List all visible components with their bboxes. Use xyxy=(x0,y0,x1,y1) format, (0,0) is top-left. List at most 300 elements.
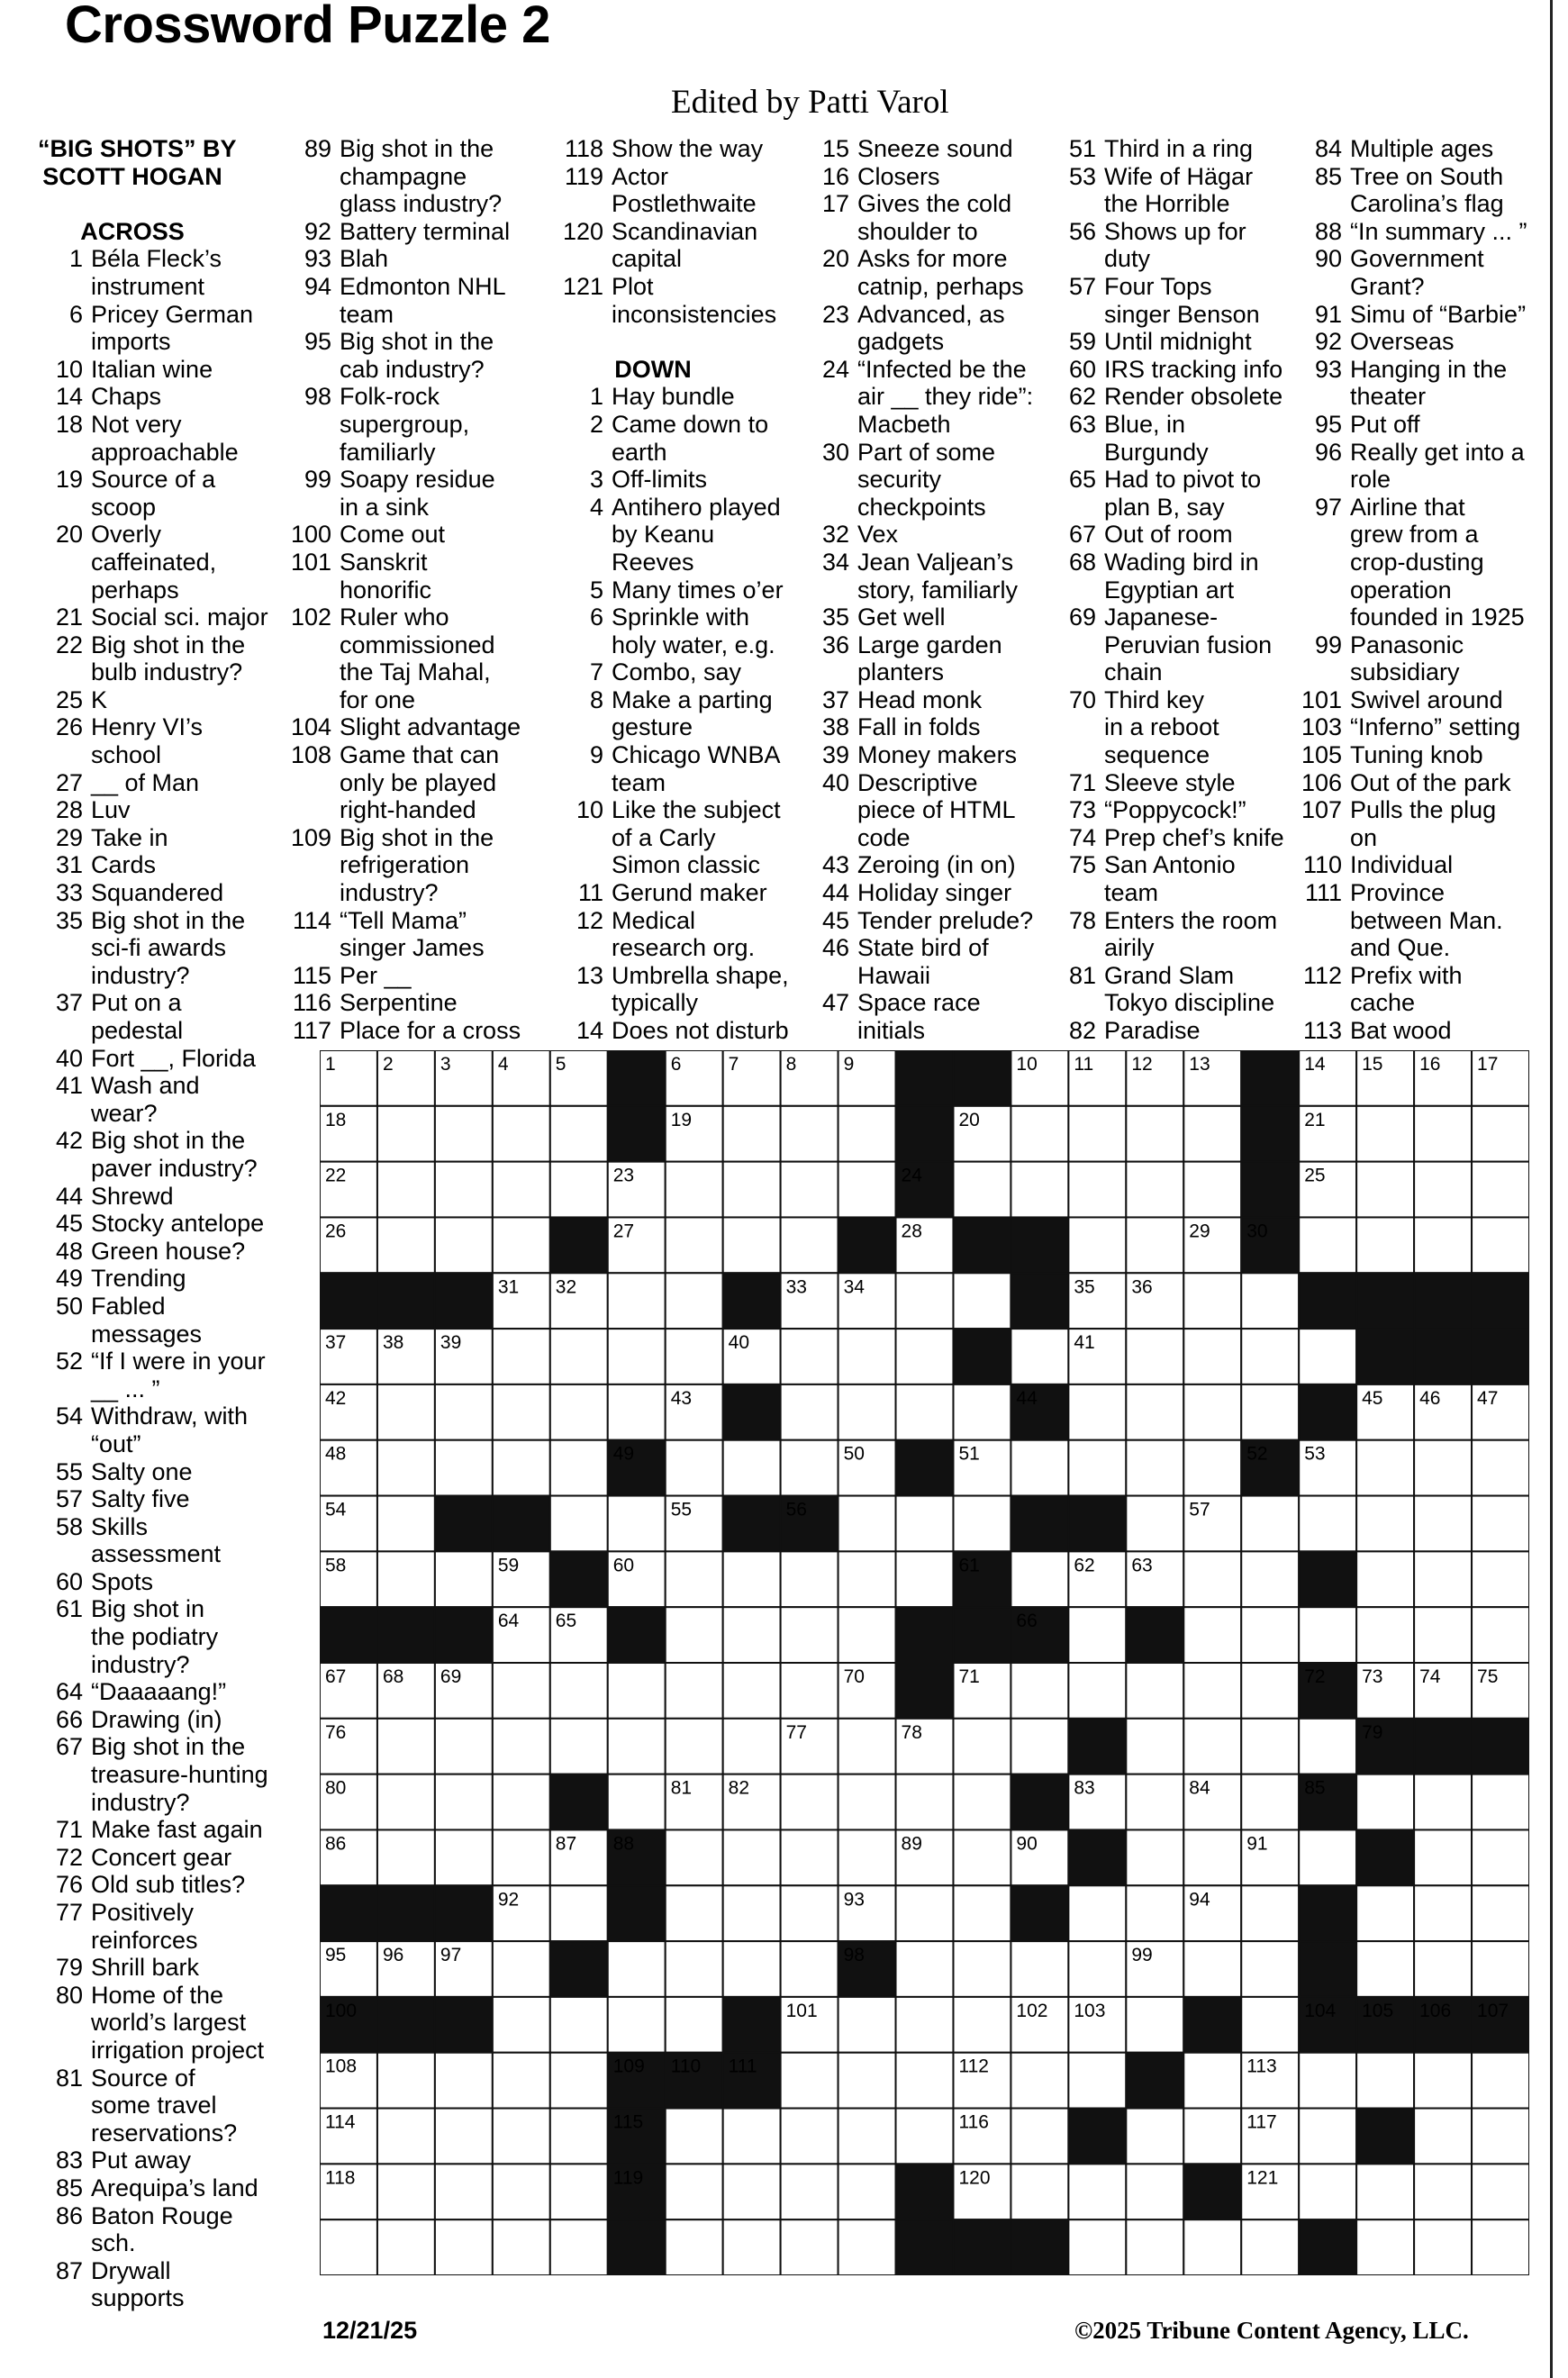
grid-cell[interactable] xyxy=(1299,2109,1356,2165)
grid-cell[interactable] xyxy=(1068,1663,1126,1719)
grid-cell[interactable] xyxy=(953,1384,1011,1440)
clue-text: Combo, say xyxy=(612,658,742,686)
grid-cell[interactable] xyxy=(1299,2053,1356,2109)
grid-cell[interactable] xyxy=(377,2109,435,2165)
grid-cell[interactable] xyxy=(1356,1496,1414,1552)
grid-cell[interactable] xyxy=(666,1663,723,1719)
grid-cell[interactable] xyxy=(377,2164,435,2219)
grid-block xyxy=(435,1885,493,1941)
grid-cell[interactable] xyxy=(723,1440,781,1496)
clue-line xyxy=(1051,741,1284,769)
grid-cell[interactable] xyxy=(1068,1106,1126,1162)
grid-cell[interactable] xyxy=(377,1829,435,1885)
grid-cell[interactable] xyxy=(1126,1162,1183,1218)
clue-text: IRS tracking info xyxy=(1104,355,1283,383)
grid-cell[interactable] xyxy=(838,1162,896,1218)
grid-cell[interactable] xyxy=(550,2053,608,2109)
grid-cell[interactable] xyxy=(781,1551,838,1607)
grid-cell[interactable] xyxy=(1241,1329,1299,1384)
grid-cell[interactable] xyxy=(781,1162,838,1218)
clue-line xyxy=(38,934,312,962)
grid-cell[interactable] xyxy=(1183,1607,1241,1663)
grid-cell[interactable] xyxy=(896,2053,954,2109)
grid-cell[interactable] xyxy=(1356,2219,1414,2275)
grid-cell[interactable] xyxy=(377,2053,435,2109)
grid-cell[interactable] xyxy=(1183,1329,1241,1384)
grid-cell[interactable] xyxy=(1472,1941,1529,1997)
grid-cell[interactable] xyxy=(1126,1329,1183,1384)
grid-cell[interactable] xyxy=(493,1663,550,1719)
grid-cell[interactable] xyxy=(1183,1106,1241,1162)
grid-cell[interactable] xyxy=(723,2164,781,2219)
grid-cell[interactable] xyxy=(1011,1941,1068,1997)
grid-cell[interactable] xyxy=(1183,1384,1241,1440)
grid-cell[interactable] xyxy=(377,1719,435,1774)
grid-cell[interactable] xyxy=(781,2053,838,2109)
grid-cell[interactable] xyxy=(723,1551,781,1607)
grid-cell[interactable] xyxy=(1011,1162,1068,1218)
grid-cell[interactable] xyxy=(1414,1496,1472,1552)
grid-cell[interactable] xyxy=(953,1997,1011,2053)
grid-cell[interactable] xyxy=(1183,2219,1241,2275)
grid-cell[interactable] xyxy=(781,2109,838,2165)
clue-number xyxy=(1297,466,1350,494)
grid-cell[interactable] xyxy=(838,1997,896,2053)
grid-cell[interactable] xyxy=(1414,1829,1472,1885)
grid-cell[interactable] xyxy=(435,1551,493,1607)
grid-cell[interactable] xyxy=(435,1774,493,1830)
grid-cell[interactable] xyxy=(1183,1551,1241,1607)
grid-cell[interactable] xyxy=(1472,1496,1529,1552)
grid-cell[interactable] xyxy=(1299,1719,1356,1774)
grid-cell[interactable] xyxy=(1126,1829,1183,1885)
grid-cell[interactable] xyxy=(666,1273,723,1329)
grid-cell[interactable] xyxy=(1241,1774,1299,1830)
grid-cell[interactable] xyxy=(666,1217,723,1273)
grid-cell[interactable] xyxy=(435,2109,493,2165)
grid-cell[interactable] xyxy=(1472,1607,1529,1663)
grid-cell[interactable] xyxy=(781,1829,838,1885)
grid-cell[interactable] xyxy=(838,1106,896,1162)
grid-cell[interactable] xyxy=(1011,2164,1068,2219)
grid-cell[interactable] xyxy=(666,2164,723,2219)
grid-cell[interactable] xyxy=(838,2164,896,2219)
grid-cell[interactable] xyxy=(1356,1162,1414,1218)
grid-cell[interactable] xyxy=(435,2164,493,2219)
grid-cell[interactable] xyxy=(723,1663,781,1719)
grid-cell[interactable] xyxy=(666,1997,723,2053)
grid-cell[interactable] xyxy=(666,1719,723,1774)
grid-cell[interactable] xyxy=(838,1829,896,1885)
grid-cell[interactable] xyxy=(1183,1273,1241,1329)
grid-cell[interactable] xyxy=(666,1162,723,1218)
grid-cell[interactable] xyxy=(896,1329,954,1384)
grid-cell[interactable] xyxy=(1472,1162,1529,1218)
grid-cell[interactable] xyxy=(608,1384,666,1440)
grid-cell[interactable] xyxy=(493,1440,550,1496)
grid-cell[interactable] xyxy=(1068,1607,1126,1663)
grid-cell[interactable] xyxy=(1068,1440,1126,1496)
grid-cell[interactable] xyxy=(1241,1273,1299,1329)
grid-cell[interactable] xyxy=(1356,2164,1414,2219)
grid-cell[interactable] xyxy=(838,1551,896,1607)
grid-cell[interactable] xyxy=(666,1607,723,1663)
grid-cell[interactable] xyxy=(1472,1440,1529,1496)
clue-text: Does not disturb xyxy=(612,1017,789,1044)
grid-cell[interactable] xyxy=(838,2219,896,2275)
grid-cell[interactable] xyxy=(1126,1774,1183,1830)
grid-cell[interactable] xyxy=(493,1719,550,1774)
grid-cell[interactable] xyxy=(1068,1162,1126,1218)
grid-cell[interactable] xyxy=(1068,1384,1126,1440)
cell-number: 95 xyxy=(325,1945,347,1966)
grid-cell[interactable] xyxy=(838,1329,896,1384)
grid-cell[interactable] xyxy=(1068,2053,1126,2109)
grid-cell[interactable] xyxy=(493,1941,550,1997)
grid-cell[interactable] xyxy=(435,1829,493,1885)
clue-line xyxy=(1051,273,1284,301)
grid-cell[interactable] xyxy=(896,1551,954,1607)
grid-cell[interactable] xyxy=(723,1829,781,1885)
grid-cell[interactable] xyxy=(723,1607,781,1663)
grid-cell[interactable] xyxy=(493,1329,550,1384)
grid-cell[interactable] xyxy=(435,2219,493,2275)
grid-cell[interactable] xyxy=(1241,1719,1299,1774)
clue-text: air __ they ride”: xyxy=(857,383,1034,411)
grid-cell[interactable] xyxy=(550,2164,608,2219)
clue-number: 87 xyxy=(55,2256,83,2284)
grid-cell[interactable] xyxy=(377,1496,435,1552)
grid-cell[interactable] xyxy=(320,2219,377,2275)
grid-cell[interactable] xyxy=(781,1663,838,1719)
clue-number: 67 xyxy=(1068,521,1096,549)
grid-cell[interactable] xyxy=(550,1384,608,1440)
grid-cell[interactable] xyxy=(550,2219,608,2275)
cell-number: 59 xyxy=(497,1555,520,1576)
grid-cell[interactable] xyxy=(1414,1774,1472,1830)
grid-cell[interactable] xyxy=(493,1829,550,1885)
grid-cell[interactable] xyxy=(723,2219,781,2275)
grid-cell[interactable] xyxy=(608,1774,666,1830)
grid-cell[interactable] xyxy=(953,1829,1011,1885)
grid-cell[interactable] xyxy=(608,1496,666,1552)
clue-number: 69 xyxy=(1068,604,1096,631)
grid-cell[interactable] xyxy=(781,1885,838,1941)
grid-cell[interactable] xyxy=(723,1941,781,1997)
grid-cell[interactable] xyxy=(1472,2109,1529,2165)
grid-cell[interactable] xyxy=(666,1440,723,1496)
grid-cell[interactable] xyxy=(1472,1774,1529,1830)
grid-cell[interactable] xyxy=(1126,1217,1183,1273)
grid-cell[interactable] xyxy=(1472,2053,1529,2109)
grid-cell[interactable] xyxy=(1356,1941,1414,1997)
grid-cell[interactable] xyxy=(1356,1217,1414,1273)
grid-cell[interactable] xyxy=(781,2219,838,2275)
grid-cell[interactable] xyxy=(1356,1440,1414,1496)
grid-cell[interactable] xyxy=(1241,1941,1299,1997)
grid-cell[interactable] xyxy=(1356,1551,1414,1607)
grid-cell[interactable] xyxy=(1068,1885,1126,1941)
grid-cell[interactable] xyxy=(666,1329,723,1384)
grid-cell[interactable] xyxy=(377,1217,435,1273)
grid-cell[interactable] xyxy=(1472,2219,1529,2275)
grid-cell[interactable] xyxy=(377,1106,435,1162)
grid-cell[interactable] xyxy=(1126,1885,1183,1941)
clue-line xyxy=(558,741,789,769)
grid-cell[interactable] xyxy=(1126,2109,1183,2165)
grid-cell[interactable] xyxy=(1011,2053,1068,2109)
grid-cell[interactable] xyxy=(493,2219,550,2275)
grid-cell[interactable] xyxy=(781,1106,838,1162)
grid-cell[interactable] xyxy=(1068,2219,1126,2275)
grid-block xyxy=(896,1106,954,1162)
grid-cell[interactable] xyxy=(1356,1106,1414,1162)
grid-cell[interactable] xyxy=(550,1719,608,1774)
grid-cell[interactable] xyxy=(953,1941,1011,1997)
grid-cell[interactable] xyxy=(953,1496,1011,1552)
grid-cell[interactable] xyxy=(1414,2109,1472,2165)
grid-cell[interactable] xyxy=(896,1885,954,1941)
grid-cell[interactable] xyxy=(1241,1496,1299,1552)
grid-cell[interactable] xyxy=(1183,2109,1241,2165)
grid-cell[interactable] xyxy=(838,2053,896,2109)
grid-cell[interactable] xyxy=(1011,1440,1068,1496)
grid-cell[interactable] xyxy=(435,1162,493,1218)
grid-cell[interactable] xyxy=(1472,1106,1529,1162)
grid-cell[interactable] xyxy=(1299,2164,1356,2219)
grid-cell[interactable] xyxy=(1414,1941,1472,1997)
grid-cell[interactable] xyxy=(896,2109,954,2165)
grid-cell[interactable] xyxy=(1414,2219,1472,2275)
grid-cell[interactable] xyxy=(1126,1106,1183,1162)
grid-cell[interactable] xyxy=(666,1885,723,1941)
grid-cell[interactable] xyxy=(1183,1829,1241,1885)
grid-cell[interactable] xyxy=(666,2219,723,2275)
grid-cell[interactable] xyxy=(377,1162,435,1218)
grid-cell[interactable] xyxy=(1299,1829,1356,1885)
grid-cell[interactable] xyxy=(550,1162,608,1218)
clue-number xyxy=(804,576,857,604)
grid-cell[interactable] xyxy=(493,1162,550,1218)
grid-cell[interactable] xyxy=(493,1384,550,1440)
grid-cell[interactable] xyxy=(1241,1885,1299,1941)
grid-cell[interactable] xyxy=(781,1941,838,1997)
grid-cell[interactable] xyxy=(1011,1106,1068,1162)
grid-cell[interactable] xyxy=(435,1384,493,1440)
grid-cell[interactable] xyxy=(781,1440,838,1496)
grid-cell[interactable] xyxy=(1068,1217,1126,1273)
grid-cell[interactable] xyxy=(838,1774,896,1830)
clue-line xyxy=(1051,135,1284,163)
grid-cell[interactable] xyxy=(896,1997,954,2053)
grid-cell[interactable] xyxy=(1472,2164,1529,2219)
grid-cell[interactable] xyxy=(608,1997,666,2053)
grid-cell[interactable] xyxy=(1068,2164,1126,2219)
grid-cell[interactable] xyxy=(493,2109,550,2165)
grid-cell[interactable] xyxy=(1126,1663,1183,1719)
grid-cell[interactable] xyxy=(1414,1440,1472,1496)
grid-cell[interactable] xyxy=(896,1774,954,1830)
grid-cell[interactable] xyxy=(1126,2164,1183,2219)
grid-cell[interactable] xyxy=(781,1607,838,1663)
grid-cell[interactable] xyxy=(723,2109,781,2165)
grid-cell[interactable] xyxy=(1356,1607,1414,1663)
grid-cell[interactable] xyxy=(838,1607,896,1663)
grid-cell[interactable] xyxy=(493,1997,550,2053)
grid-cell[interactable] xyxy=(1241,1997,1299,2053)
grid-cell[interactable] xyxy=(493,1774,550,1830)
grid-cell[interactable] xyxy=(1299,1329,1356,1384)
grid-cell[interactable] xyxy=(377,1774,435,1830)
grid-cell[interactable] xyxy=(435,2053,493,2109)
grid-cell[interactable] xyxy=(781,1384,838,1440)
grid-cell[interactable] xyxy=(896,1384,954,1440)
clue-number xyxy=(286,576,340,604)
clue-line xyxy=(1051,989,1284,1017)
grid-cell[interactable] xyxy=(1011,1329,1068,1384)
clue-number xyxy=(1297,658,1350,686)
grid-cell[interactable] xyxy=(435,1719,493,1774)
grid-cell[interactable] xyxy=(781,2164,838,2219)
grid-cell[interactable] xyxy=(1356,1885,1414,1941)
grid-cell[interactable] xyxy=(1299,1496,1356,1552)
grid-cell[interactable] xyxy=(377,1384,435,1440)
grid-cell[interactable] xyxy=(1183,1941,1241,1997)
clue-line xyxy=(38,1183,312,1211)
grid-cell[interactable] xyxy=(781,1217,838,1273)
grid-cell[interactable] xyxy=(1068,1941,1126,1997)
grid-cell[interactable] xyxy=(550,2109,608,2165)
grid-cell[interactable] xyxy=(1414,1607,1472,1663)
grid-cell[interactable] xyxy=(1126,1496,1183,1552)
grid-cell[interactable] xyxy=(550,1997,608,2053)
grid-cell[interactable] xyxy=(1183,1162,1241,1218)
grid-cell[interactable] xyxy=(435,1440,493,1496)
grid-cell[interactable] xyxy=(1299,1607,1356,1663)
grid-cell[interactable] xyxy=(377,1551,435,1607)
grid-cell[interactable] xyxy=(1241,2219,1299,2275)
grid-cell[interactable] xyxy=(1241,1663,1299,1719)
grid-cell[interactable] xyxy=(953,1162,1011,1218)
grid-cell[interactable] xyxy=(1126,1440,1183,1496)
grid-cell[interactable] xyxy=(608,1273,666,1329)
grid-cell[interactable] xyxy=(723,1217,781,1273)
grid-cell[interactable] xyxy=(896,1496,954,1552)
grid-cell[interactable] xyxy=(838,1496,896,1552)
grid-cell[interactable] xyxy=(1472,1885,1529,1941)
grid-cell[interactable] xyxy=(1126,1719,1183,1774)
clue-text: Concert gear xyxy=(91,1843,232,1871)
grid-cell[interactable] xyxy=(493,2053,550,2109)
grid-cell[interactable] xyxy=(1126,1997,1183,2053)
grid-cell[interactable] xyxy=(608,1663,666,1719)
grid-cell[interactable] xyxy=(953,1273,1011,1329)
grid-cell[interactable] xyxy=(1472,1551,1529,1607)
grid-cell[interactable] xyxy=(838,1384,896,1440)
clue-text: Put on a xyxy=(91,989,182,1017)
clue-text: initials xyxy=(857,1017,926,1044)
grid-cell[interactable] xyxy=(550,1496,608,1552)
grid-cell[interactable] xyxy=(953,1885,1011,1941)
grid-cell[interactable] xyxy=(435,1217,493,1273)
grid-cell[interactable] xyxy=(723,1106,781,1162)
grid-cell[interactable] xyxy=(896,1273,954,1329)
grid-cell[interactable] xyxy=(1299,1217,1356,1273)
grid-cell[interactable] xyxy=(377,1440,435,1496)
grid-cell[interactable] xyxy=(493,2164,550,2219)
grid-cell[interactable] xyxy=(608,1329,666,1384)
grid-cell[interactable] xyxy=(1183,1440,1241,1496)
grid-cell[interactable] xyxy=(1183,2053,1241,2109)
grid-cell[interactable] xyxy=(896,1941,954,1997)
clue-number xyxy=(558,851,612,879)
grid-cell[interactable] xyxy=(838,1719,896,1774)
grid-cell[interactable] xyxy=(723,1162,781,1218)
clue-line xyxy=(38,604,312,631)
grid-cell[interactable] xyxy=(1414,1885,1472,1941)
grid-cell[interactable] xyxy=(608,1719,666,1774)
grid-cell[interactable] xyxy=(1011,1663,1068,1719)
grid-cell[interactable] xyxy=(1126,1384,1183,1440)
grid-cell[interactable] xyxy=(435,1106,493,1162)
clue-text: Enters the room xyxy=(1104,906,1278,934)
grid-cell[interactable] xyxy=(608,1941,666,1997)
grid-cell[interactable] xyxy=(1414,1106,1472,1162)
grid-cell[interactable] xyxy=(1011,2109,1068,2165)
grid-cell[interactable] xyxy=(1241,1384,1299,1440)
grid-cell[interactable] xyxy=(1356,2053,1414,2109)
grid-cell[interactable] xyxy=(723,1719,781,1774)
grid-cell[interactable] xyxy=(1241,1551,1299,1607)
grid-cell[interactable] xyxy=(1414,2164,1472,2219)
grid-cell[interactable] xyxy=(1011,1719,1068,1774)
grid-cell[interactable] xyxy=(838,2109,896,2165)
clue-line xyxy=(558,824,789,852)
grid-cell[interactable] xyxy=(1414,2053,1472,2109)
grid-cell[interactable] xyxy=(1011,1551,1068,1607)
grid-cell[interactable] xyxy=(1414,1217,1472,1273)
grid-cell[interactable] xyxy=(550,1106,608,1162)
grid-cell[interactable] xyxy=(666,1551,723,1607)
clue-line xyxy=(286,576,521,604)
grid-cell[interactable] xyxy=(550,1440,608,1496)
grid-cell[interactable] xyxy=(1414,1162,1472,1218)
grid-cell[interactable] xyxy=(1241,1607,1299,1663)
grid-cell[interactable] xyxy=(377,2219,435,2275)
grid-cell[interactable] xyxy=(1183,1719,1241,1774)
clue-number: 99 xyxy=(304,466,331,494)
grid-cell[interactable] xyxy=(781,1329,838,1384)
grid-cell[interactable] xyxy=(666,1829,723,1885)
grid-cell[interactable] xyxy=(666,2109,723,2165)
grid-cell[interactable] xyxy=(1126,2219,1183,2275)
grid-cell[interactable] xyxy=(550,1885,608,1941)
grid-cell[interactable] xyxy=(1414,1551,1472,1607)
grid-cell[interactable] xyxy=(550,1663,608,1719)
grid-cell[interactable] xyxy=(550,1329,608,1384)
grid-cell[interactable] xyxy=(1183,1663,1241,1719)
grid-cell[interactable] xyxy=(953,1774,1011,1830)
grid-cell[interactable] xyxy=(493,1106,550,1162)
grid-cell[interactable] xyxy=(781,1774,838,1830)
grid-cell[interactable] xyxy=(1356,1774,1414,1830)
grid-cell[interactable] xyxy=(953,1719,1011,1774)
grid-cell[interactable] xyxy=(1472,1217,1529,1273)
grid-cell[interactable] xyxy=(493,1217,550,1273)
grid-cell[interactable] xyxy=(666,1941,723,1997)
grid-cell[interactable] xyxy=(1472,1829,1529,1885)
grid-cell[interactable] xyxy=(723,1885,781,1941)
